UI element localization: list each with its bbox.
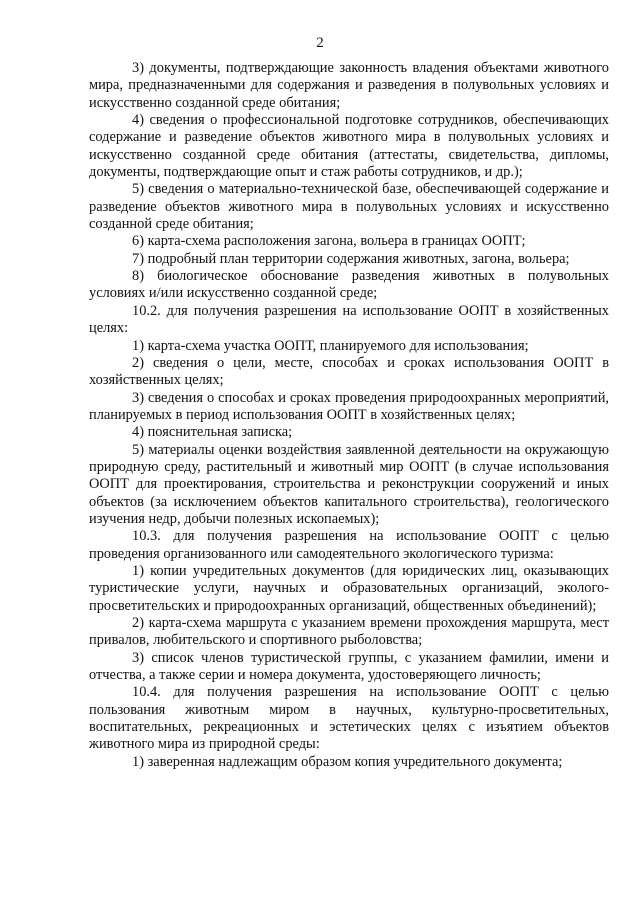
paragraph-10-2-item-5: 5) материалы оценки воздействия заявленной деятельности на окружающую природную среду, растительный и животный мир ООПТ (в случае использования ООПТ для проектирования, строительства и реконструкции сооружений и иных объектов (за исключением объектов капитального строительства), геологического изучения недр, добычи полезных ископаемых); — [89, 441, 609, 527]
section-10-2-heading: 10.2. для получения разрешения на использование ООПТ в хозяйственных целях: — [89, 302, 609, 337]
page-number: 2 — [316, 35, 324, 51]
paragraph-10-2-item-3: 3) сведения о способах и сроках проведения природоохранных мероприятий, планируемых в период использования ООПТ в хозяйственных целях; — [89, 389, 609, 423]
paragraph-10-2-item-2: 2) сведения о цели, месте, способах и сроках использования ООПТ в хозяйственных целях; — [89, 354, 609, 389]
section-10-3-heading: 10.3. для получения разрешения на использование ООПТ с целью проведения организованного или самодеятельного экологического туризма: — [89, 528, 609, 562]
document-body — [89, 60, 609, 771]
paragraph-item-6-pen-map: 6) карта-схема расположения загона, вольера в границах ООПТ; — [132, 233, 526, 250]
paragraph-10-3-item-1: 1) копии учредительных документов (для юридических лиц, оказывающих туристические услуги, научных и образовательных организаций, эколого-просветительских и природоохранных организаций, общественных объединений); — [89, 562, 609, 614]
paragraph-10-3-item-2: 2) карта-схема маршрута с указанием времени прохождения маршрута, мест привалов, любительского и спортивного рыболовства; — [89, 615, 609, 649]
paragraph-item-4-staff-training: 4) сведения о профессиональной подготовке сотрудников, обеспечивающих содержание и разведение объектов животного мира в полувольных условиях и искусственно созданной среде обитания (аттестаты, свидетельства, дипломы, документы, подтверждающие опыт и стаж работы сотрудников, и др.); — [89, 112, 609, 181]
paragraph-item-3-documents: 3) документы, подтверждающие законность владения объектами животного мира, предназначенными для содержания и разведения в полувольных условиях и искусственно созданной среде обитания; — [89, 60, 609, 111]
paragraph-10-2-item-1: 1) карта-схема участка ООПТ, планируемого для использования; — [132, 337, 529, 354]
paragraph-item-8-biological-justification: 8) биологическое обоснование разведения животных в полувольных условиях и/или искусственно созданной среде; — [89, 268, 609, 302]
paragraph-item-7-territory-plan: 7) подробный план территории содержания животных, загона, вольера; — [132, 250, 570, 267]
paragraph-10-2-item-4: 4) пояснительная записка; — [132, 424, 293, 441]
paragraph-10-4-item-1: 1) заверенная надлежащим образом копия учредительного документа; — [132, 753, 563, 770]
paragraph-item-5-technical-base: 5) сведения о материально-технической базе, обеспечивающей содержание и разведение объектов животного мира в полувольных условиях и искусственно созданной среде обитания; — [89, 181, 609, 233]
paragraph-10-3-item-3: 3) список членов туристической группы, с указанием фамилии, имени и отчества, а также серии и номера документа, удостоверяющего личность; — [89, 649, 609, 684]
section-10-4-heading: 10.4. для получения разрешения на использование ООПТ с целью пользования животным миром в научных, культурно-просветительных, воспитательных, рекреационных и эстетических целях с изъятием объектов животного мира из природной среды: — [89, 684, 609, 753]
